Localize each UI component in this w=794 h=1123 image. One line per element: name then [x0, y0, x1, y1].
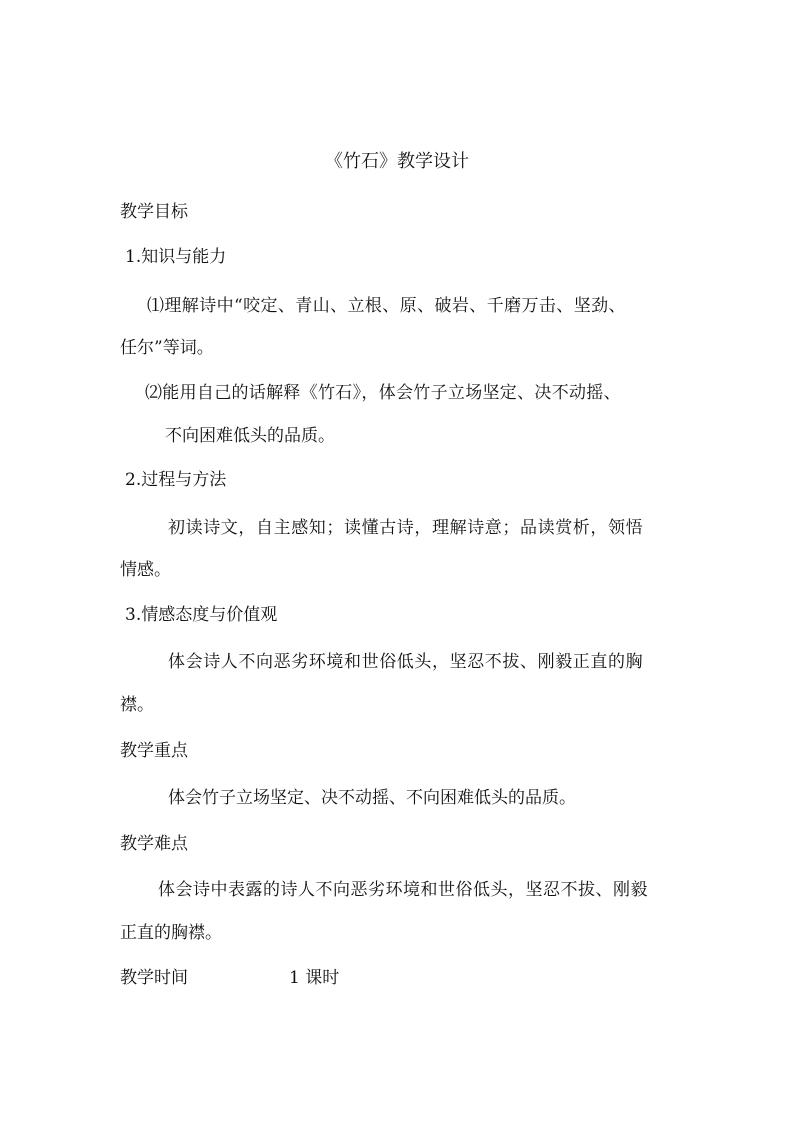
teaching-time-label: 教学时间 [120, 968, 188, 988]
paragraph-line: 体会竹子立场坚定、决不动摇、不向困难低头的品质。 [168, 788, 576, 808]
paragraph-line: 襟。 [120, 695, 154, 715]
section-heading-objectives: 教学目标 [120, 202, 188, 222]
subsection-heading-process: 2.过程与方法 [125, 470, 227, 490]
paragraph-line: 体会诗人不向恶劣环境和世俗低头，坚忍不拔、刚毅正直的胸 [168, 652, 644, 672]
teaching-time-value: 1 课时 [289, 968, 340, 988]
paragraph-line: 正直的胸襟。 [120, 923, 222, 943]
subsection-heading-attitude: 3.情感态度与价值观 [125, 605, 278, 625]
paragraph-line: ⑵能用自己的话解释《竹石》，体会竹子立场坚定、决不动摇、 [145, 383, 621, 403]
paragraph-line: 情感。 [120, 560, 171, 580]
section-heading-key-points: 教学重点 [120, 741, 188, 761]
paragraph-line: 不向困难低头的品质。 [165, 426, 335, 446]
paragraph-line: 任尔”等词。 [120, 338, 214, 358]
paragraph-line: ⑴理解诗中“咬定、青山、立根、原、破岩、千磨万击、坚劲、 [147, 296, 626, 316]
paragraph-line: 体会诗中表露的诗人不向恶劣环境和世俗低头，坚忍不拔、刚毅 [158, 880, 648, 900]
document-title: 《竹石》教学设计 [325, 151, 469, 172]
section-heading-difficulties: 教学难点 [120, 834, 188, 854]
subsection-heading-knowledge: 1.知识与能力 [125, 247, 227, 267]
paragraph-line: 初读诗文，自主感知；读懂古诗，理解诗意；品读赏析，领悟 [168, 518, 644, 538]
